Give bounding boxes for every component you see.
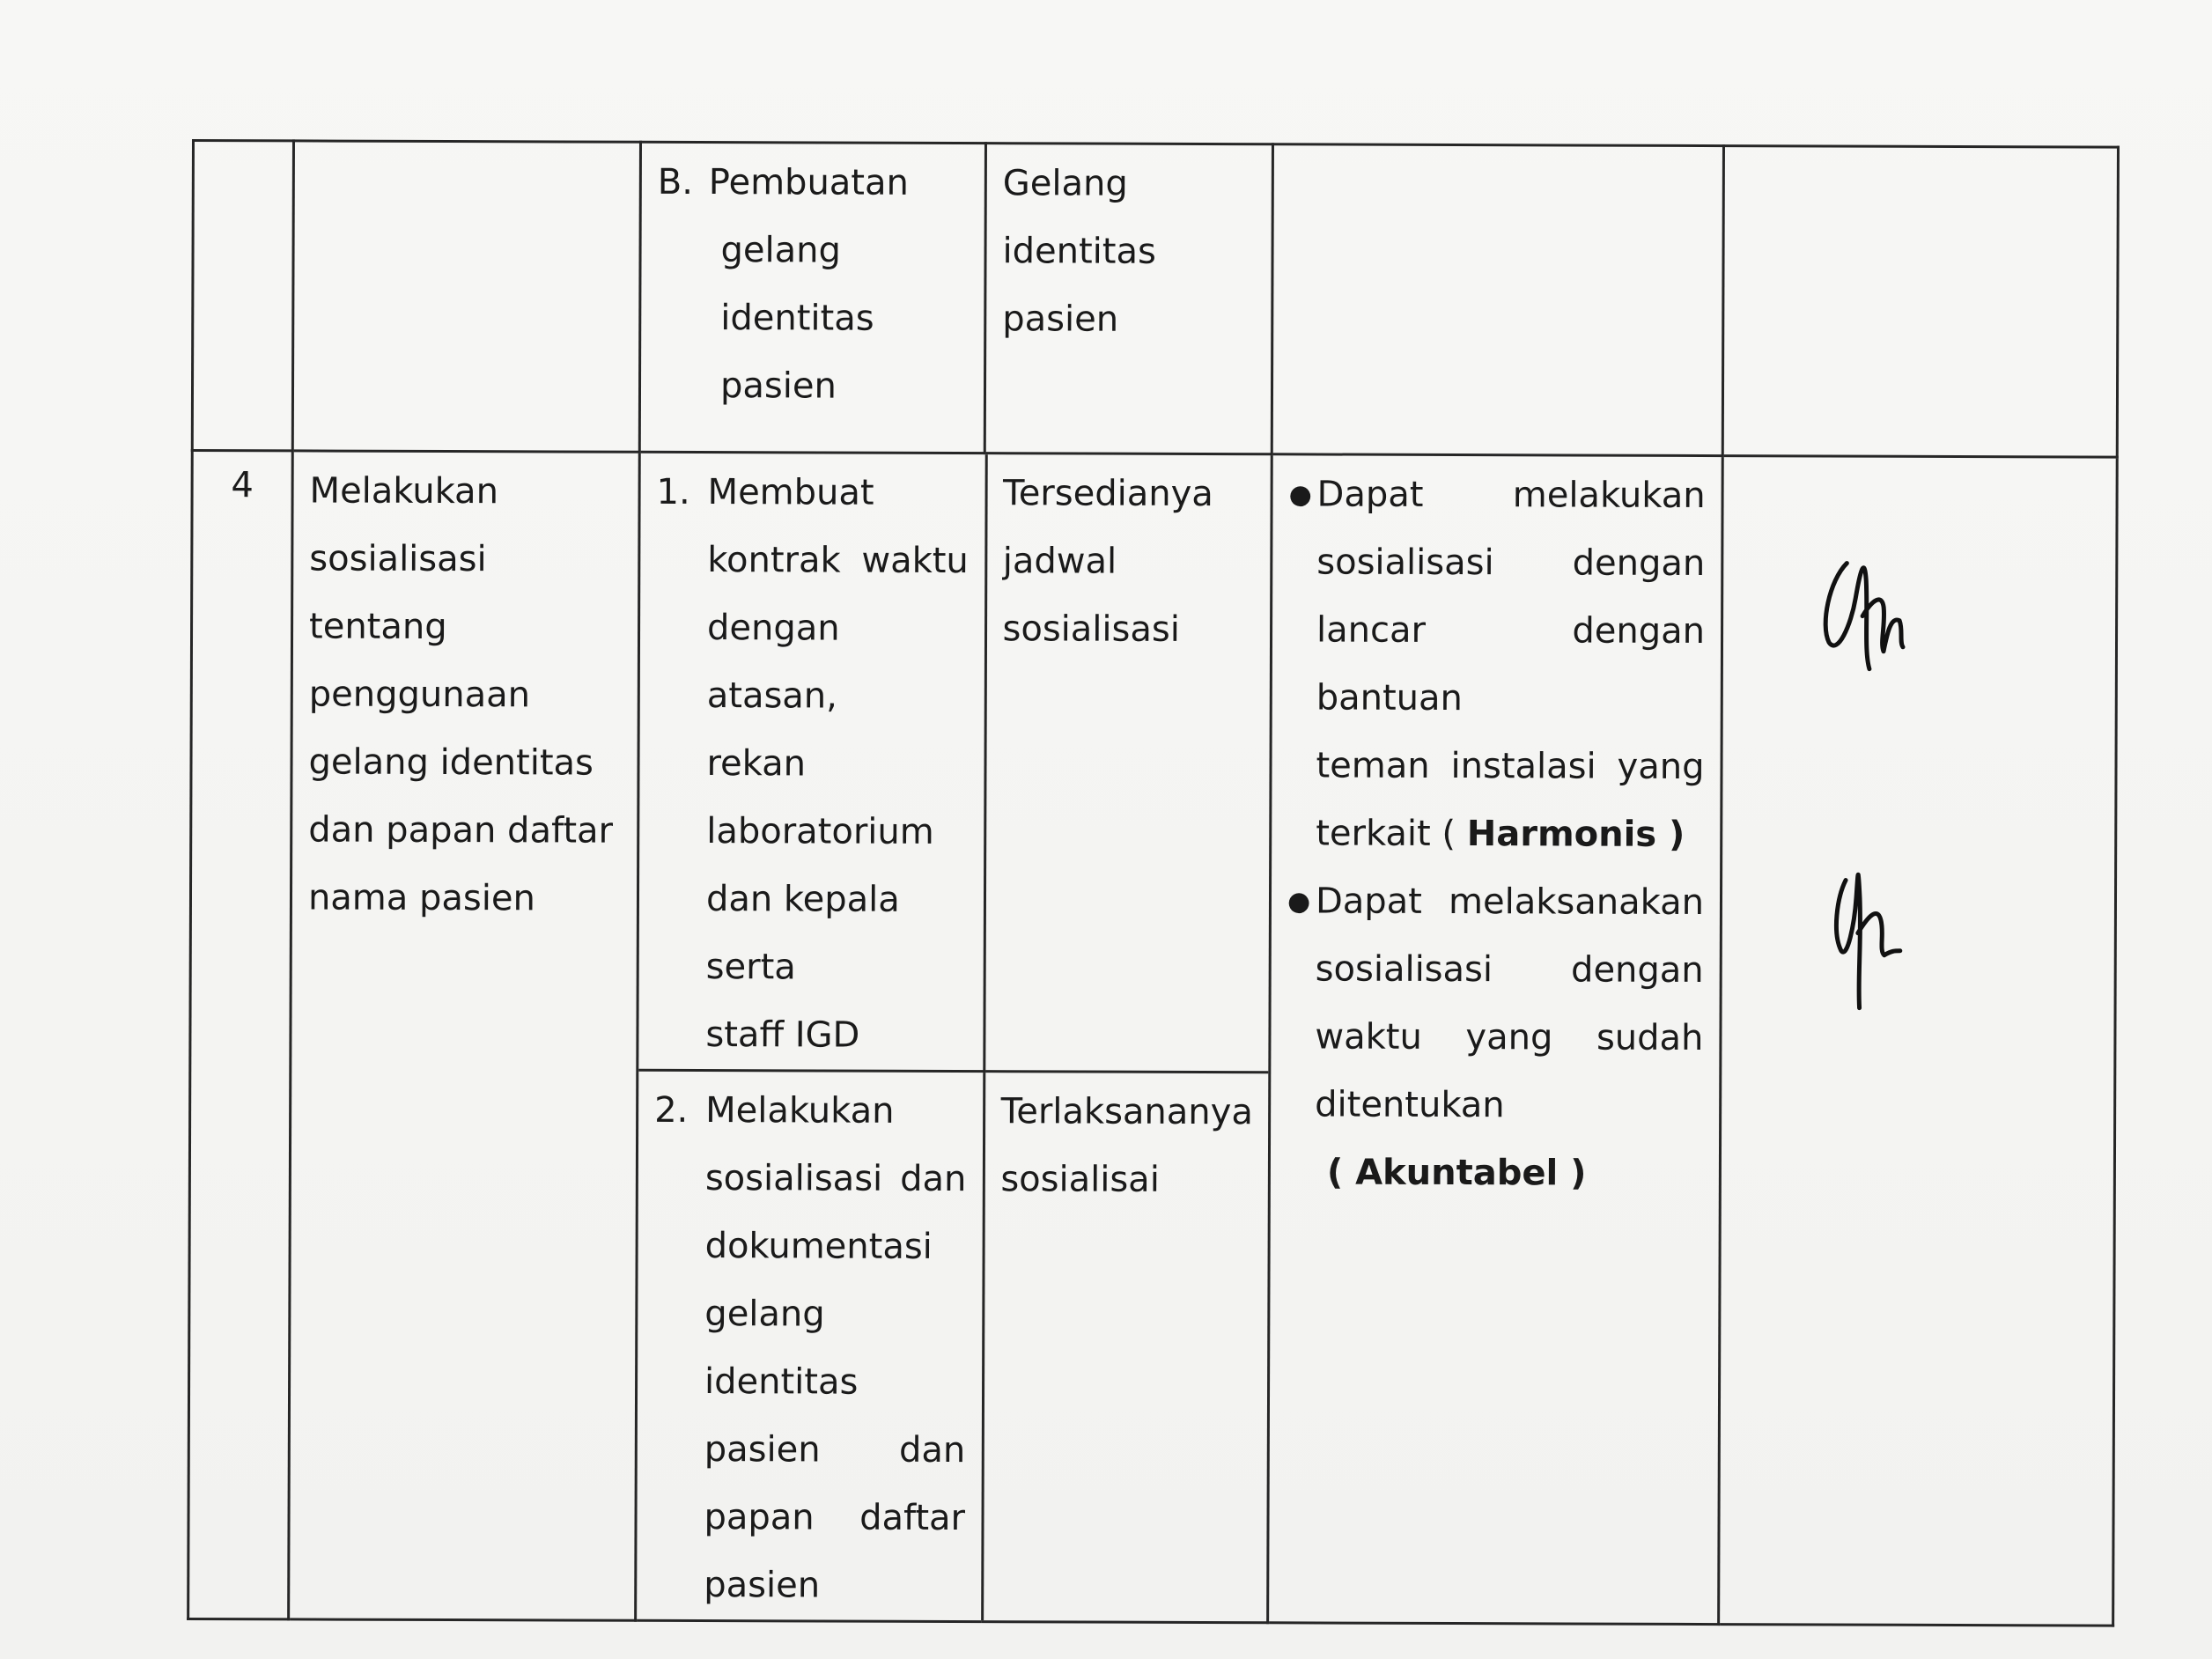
step-line: pasien (704, 1565, 821, 1606)
step-line: rekan (706, 743, 807, 785)
activity-table (187, 139, 2120, 1627)
nilai-line: lancar dengan bantuan (1316, 609, 1706, 719)
nilai-cell (1272, 144, 1723, 456)
step-label: 1. (656, 471, 690, 512)
step-line: dokumentasi (704, 1226, 933, 1267)
step-row (638, 453, 1272, 1073)
bullet-icon: ● (1288, 479, 1312, 511)
step-row (637, 1070, 1271, 1621)
tahapan-cell (639, 142, 985, 453)
nilai-list (1271, 455, 1722, 1208)
nilai-value-harmonis: Harmonis ) (1466, 814, 1685, 855)
paraf-cell (1719, 456, 2118, 1626)
kegiatan-cell (289, 451, 640, 1620)
output-line: sosialisai (1000, 1159, 1160, 1200)
step-line: dan kepala serta (705, 879, 900, 988)
output-cell (984, 144, 1272, 454)
step-label: B. (657, 161, 694, 203)
no-cell (192, 141, 293, 451)
step-b (658, 149, 969, 218)
step-line: dengan atasan, (706, 608, 840, 717)
kegiatan-cell (292, 141, 640, 452)
tahapan-cell (638, 453, 985, 1072)
signature-1 (1811, 545, 1944, 687)
nilai-line: teman instalasi yang (1316, 745, 1705, 787)
kegiatan-line: sosialisasi tentang (308, 538, 487, 648)
step-line: sosialisasi dan (704, 1158, 967, 1200)
step-label: 2. (654, 1089, 689, 1131)
kegiatan-line: dan papan daftar (308, 809, 614, 852)
step-line: staff IGD (705, 1014, 860, 1056)
nilai-value-akuntabel: ( Akuntabel ) (1326, 1152, 1587, 1194)
nilai-line: sosialisasi dengan (1315, 948, 1704, 991)
output-line: identitas (1002, 231, 1156, 272)
nilai-line: sosialisasi dengan (1316, 542, 1706, 585)
kegiatan-line: nama pasien (307, 877, 535, 919)
output-line: Gelang (1002, 163, 1128, 204)
nilai-line: waktu yang sudah (1315, 1016, 1704, 1058)
nilai-line: ditentukan (1315, 1084, 1505, 1126)
output-line: sosialisasi (1002, 608, 1180, 650)
bullet-icon: ● (1287, 886, 1311, 918)
step-line: laboratorium (706, 811, 934, 852)
kegiatan-line: penggunaan (308, 674, 531, 716)
nilai-line: Dapat melakukan (1316, 474, 1706, 517)
step-line: Pembuatan (708, 162, 909, 203)
table-row (188, 451, 2118, 1626)
output-cell (984, 454, 1272, 1073)
nilai-cell (1268, 454, 1723, 1625)
step-line: gelang (720, 230, 842, 271)
output-cell (982, 1072, 1271, 1622)
tahapan-output-group (636, 452, 1272, 1622)
output-line: Tersedianya (1003, 473, 1213, 515)
step-line: kontrak waktu (707, 540, 969, 582)
tahapan-cell (637, 1070, 984, 1620)
output-line: pasien (1002, 299, 1119, 340)
step-line: gelang identitas (704, 1294, 859, 1403)
no-cell: 4 (188, 451, 293, 1619)
nilai-item (1287, 461, 1706, 869)
step-line: Membuat (707, 472, 874, 513)
nilai-prefix: terkait ( (1316, 813, 1467, 855)
output-line: jadwal (1002, 541, 1117, 582)
signature-2 (1819, 844, 1926, 1012)
output-line: Terlaksananya (1000, 1091, 1253, 1133)
step-line: pasien (719, 365, 837, 407)
kegiatan-line: Melakukan (309, 470, 499, 512)
nilai-line: Dapat melaksanakan (1315, 881, 1705, 923)
step-line: Melakukan (705, 1090, 895, 1132)
step-line: identitas (720, 298, 874, 339)
table-row (192, 141, 2118, 458)
tahapan-subtable (637, 453, 1272, 1621)
step-line: pasien dan (704, 1429, 966, 1471)
step-line: papan daftar (704, 1497, 966, 1539)
paraf-cell (1722, 146, 2118, 458)
nilai-item (1287, 867, 1704, 1208)
kegiatan-line: gelang identitas (308, 741, 594, 784)
